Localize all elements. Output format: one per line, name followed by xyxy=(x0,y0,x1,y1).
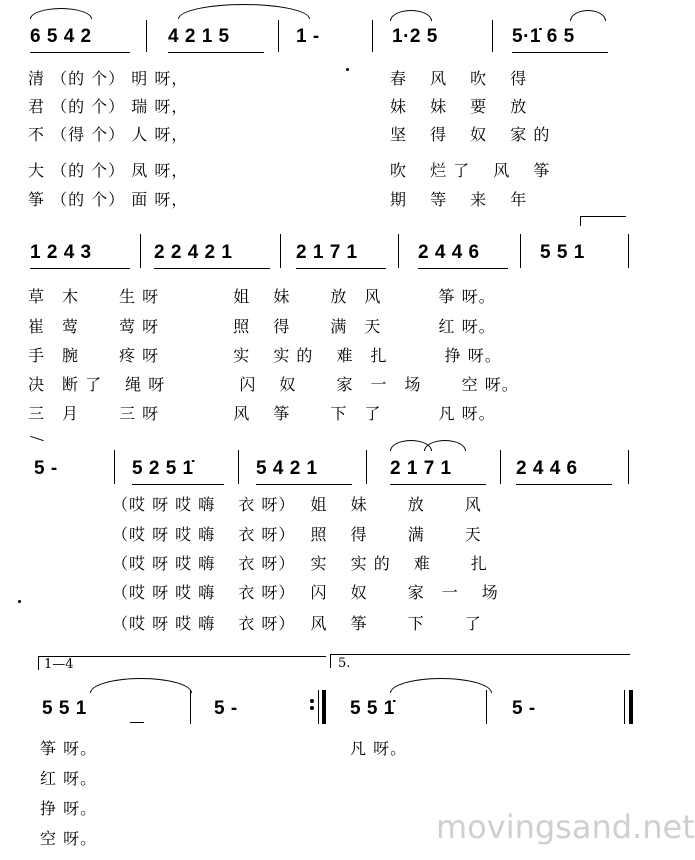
tie-continuation xyxy=(30,436,44,441)
barline xyxy=(486,690,487,724)
barline xyxy=(278,20,279,52)
staccato-dot xyxy=(346,68,349,71)
barline xyxy=(280,234,281,268)
underline xyxy=(30,52,130,53)
tie-start xyxy=(580,216,626,217)
lyric-line: （哎 呀 哎 嗨 衣 呀） 实 实 的 难 扎 xyxy=(112,554,488,573)
notes-measure-9: 2 4 4 6 xyxy=(418,242,480,263)
lyric-line: 坚 得 奴 家 的 xyxy=(390,125,551,144)
underline xyxy=(390,484,486,485)
slur xyxy=(178,4,310,19)
lyric-line: （哎 呀 哎 嗨 衣 呀） 照 得 满 天 xyxy=(112,525,482,544)
barline xyxy=(146,20,147,52)
slur xyxy=(30,8,92,19)
notes-measure-17: 5 - xyxy=(214,698,238,719)
notes-measure-2: 4 2 1 5 xyxy=(168,26,230,47)
volta-bracket-2 xyxy=(330,654,630,655)
notes-measure-14: 2 1 7 1 xyxy=(390,458,452,479)
slur xyxy=(424,440,466,451)
barline-final xyxy=(629,690,633,724)
notes-measure-13: 5 4 2 1 xyxy=(256,458,318,479)
lyric-line: 挣 呀。 xyxy=(40,799,98,818)
underline xyxy=(154,268,270,269)
barline xyxy=(628,450,629,484)
underline xyxy=(132,484,224,485)
notes-measure-16: 5 5 1 xyxy=(42,698,87,719)
barline xyxy=(398,234,399,268)
slur xyxy=(390,10,432,21)
notes-measure-1: 6 5 4 2 xyxy=(30,26,92,47)
lyric-line: 大 （的 个） 凤 呀， xyxy=(28,161,189,180)
barline xyxy=(628,234,629,268)
lyric-line: 君 （的 个） 瑞 呀， xyxy=(28,97,189,116)
slur xyxy=(90,678,192,693)
barline xyxy=(190,690,191,724)
underline xyxy=(30,268,130,269)
underline xyxy=(130,722,144,723)
lyric-line: 三 月 三 呀 风 筝 下 了 凡 呀。 xyxy=(28,404,496,423)
lyric-line: （哎 呀 哎 嗨 衣 呀） 姐 妹 放 风 xyxy=(112,495,482,514)
notes-measure-5: 5·1̇ 6 5 xyxy=(512,26,575,47)
lyric-line: 筝 （的 个） 面 呀， xyxy=(28,190,189,209)
underline xyxy=(296,268,386,269)
watermark: movingsand.net xyxy=(436,808,695,846)
lyric-line: 期 等 来 年 xyxy=(390,190,528,209)
notes-measure-11: 5 - xyxy=(34,458,58,479)
lyric-line: （哎 呀 哎 嗨 衣 呀） 风 筝 下 了 xyxy=(112,614,482,633)
lyric-line: 决 断 了 绳 呀 闪 奴 家 一 场 空 呀。 xyxy=(28,375,519,394)
barline xyxy=(492,20,493,52)
barline xyxy=(624,690,625,724)
barline xyxy=(372,20,373,52)
stray-dot xyxy=(18,600,21,603)
volta-bracket-1 xyxy=(38,656,326,657)
volta-label-2: 5. xyxy=(338,656,351,671)
notes-measure-18: 5 5 1̇ xyxy=(350,698,395,719)
notes-measure-15: 2 4 4 6 xyxy=(516,458,578,479)
barline xyxy=(140,234,141,268)
notes-measure-10: 5 5 1 xyxy=(540,242,585,263)
volta-label-1: 1—4 xyxy=(44,657,74,672)
lyric-line: 空 呀。 xyxy=(40,829,98,848)
barline xyxy=(114,450,115,484)
barline xyxy=(366,450,367,484)
barline xyxy=(238,450,239,484)
slur xyxy=(570,10,606,21)
notes-measure-4: 1·2 5 xyxy=(392,26,438,47)
lyric-line: 红 呀。 xyxy=(40,769,98,788)
lyric-line: 妹 妹 要 放 xyxy=(390,97,528,116)
lyric-line: 手 腕 疼 呀 实 实 的 难 扎 挣 呀。 xyxy=(28,346,502,365)
repeat-dots xyxy=(310,696,314,713)
lyric-line: 筝 呀。 xyxy=(40,739,98,758)
barline xyxy=(318,690,319,724)
notes-measure-7: 2 2 4 2 1 xyxy=(154,242,233,263)
lyric-line: 清 （的 个） 明 呀， xyxy=(28,69,189,88)
lyric-line: 吹 烂 了 风 筝 xyxy=(390,161,551,180)
notes-measure-3: 1 - xyxy=(296,26,320,47)
lyric-line: 草 木 生 呀 姐 妹 放 风 筝 呀。 xyxy=(28,287,496,306)
tie-end xyxy=(580,216,581,226)
slur xyxy=(390,678,492,693)
barline-thick xyxy=(322,690,326,724)
volta-bracket-2-left xyxy=(330,654,331,668)
lyric-line: 春 风 吹 得 xyxy=(390,69,528,88)
notes-measure-8: 2 1 7 1 xyxy=(296,242,358,263)
lyric-line: （哎 呀 哎 嗨 衣 呀） 闪 奴 家 一 场 xyxy=(112,583,499,602)
notes-measure-12: 5 2 5 1̇ xyxy=(132,458,194,479)
underline xyxy=(168,52,264,53)
underline xyxy=(512,52,608,53)
notes-measure-6: 1 2 4 3 xyxy=(30,242,92,263)
underline xyxy=(516,484,612,485)
barline xyxy=(520,234,521,268)
underline xyxy=(418,268,508,269)
barline xyxy=(500,450,501,484)
underline xyxy=(256,484,352,485)
lyric-line: 凡 呀。 xyxy=(350,739,408,758)
volta-bracket-1-left xyxy=(38,656,39,670)
notes-measure-19: 5 - xyxy=(512,698,536,719)
lyric-line: 崔 莺 莺 呀 照 得 满 天 红 呀。 xyxy=(28,317,496,336)
lyric-line: 不 （得 个） 人 呀， xyxy=(28,125,189,144)
